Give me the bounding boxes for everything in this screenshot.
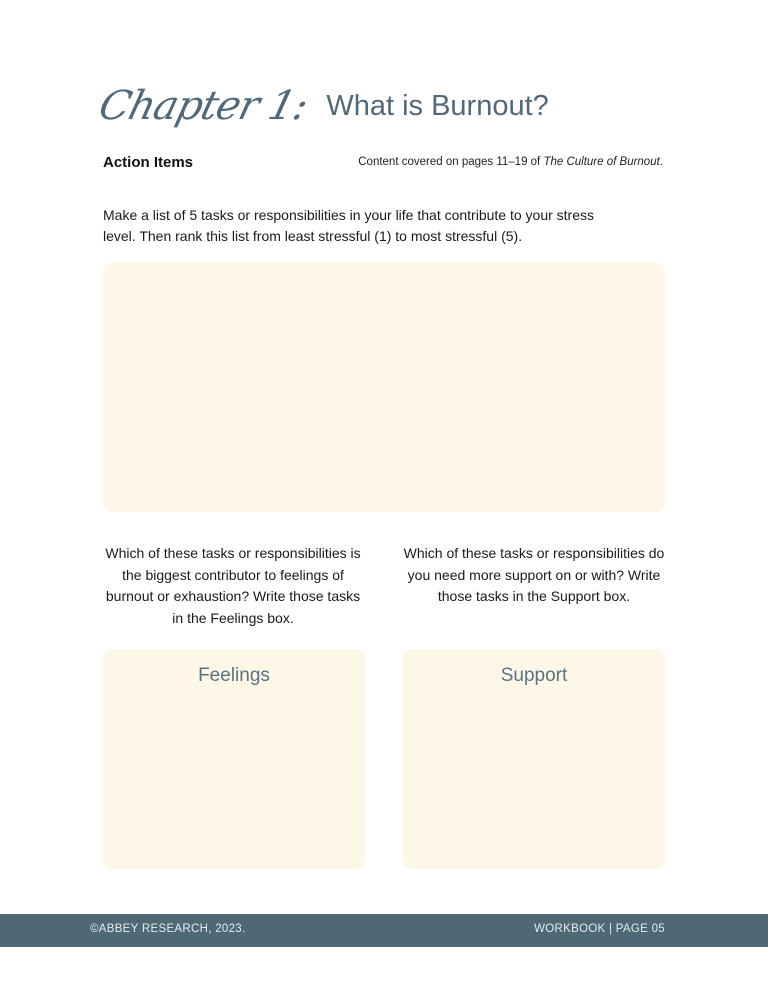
section-heading: Action Items [103, 154, 194, 171]
page-title: What is Burnout? [326, 89, 549, 122]
footer-bar [0, 914, 768, 947]
feelings-box[interactable] [103, 649, 365, 869]
content-covered-note [358, 156, 663, 168]
footer-page-info: WORKBOOK | PAGE 05 [534, 923, 665, 935]
support-box-label: Support [500, 665, 568, 686]
stress-list-box[interactable] [103, 263, 665, 512]
chapter-label: Chapter 1: [94, 83, 313, 129]
instructions-text: Make a list of 5 tasks or responsibilities in your life that contribute to your stress level. Then rank this list from least stressful (1) to most stressful (5). [103, 207, 594, 244]
content-covered-prefix: Content covered on pages 11–19 of [358, 156, 544, 168]
book-title: The Culture of Burnout [543, 156, 660, 168]
footer-copyright: ©ABBEY RESEARCH, 2023. [90, 923, 246, 935]
support-question: Which of these tasks or responsibilities do you need more support on or with? Write those tasks in the Support box. [403, 545, 665, 604]
feelings-question: Which of these tasks or responsibilities is the biggest contributor to feelings of burnout or exhaustion? Write those tasks in the Feelings box. [105, 545, 361, 626]
support-box[interactable] [403, 649, 665, 869]
feelings-box-label: Feelings [198, 665, 270, 686]
content-covered-suffix: . [659, 156, 663, 168]
chapter-heading [94, 76, 549, 136]
